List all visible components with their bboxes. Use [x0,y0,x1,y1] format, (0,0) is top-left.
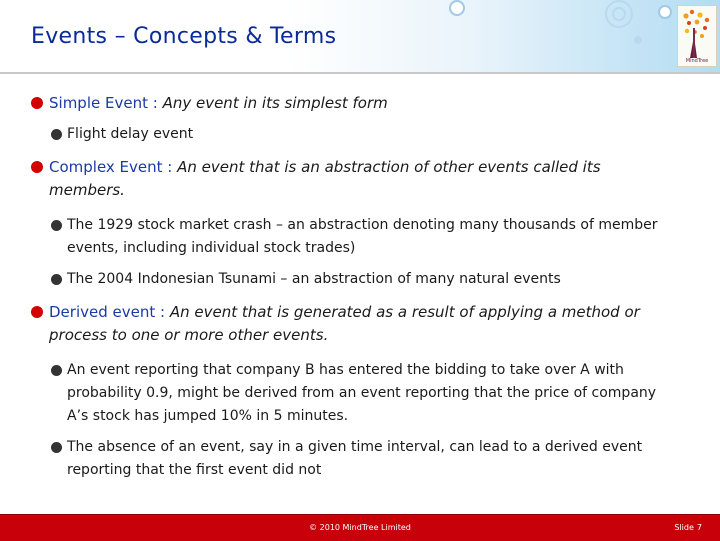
header-divider [0,72,720,74]
bullet-simple-event [31,92,671,115]
slide-number-value: 7 [696,523,702,532]
decorative-circle [612,7,626,21]
decorative-circle [449,0,465,16]
bullet-dot [31,306,43,318]
bullet-description: Any event in its simplest form [162,94,388,112]
decorative-circle [634,36,642,44]
sub-bullet [51,123,671,146]
slide-footer [0,514,720,541]
bullet-label: Complex Event : [49,158,178,176]
sub-bullet-text: An event reporting that company B has entered the bidding to take over A with probability 0.9, might be derived from an event reporting that the price of company A’s stock has jumped 10% in 5 minutes. [67,362,657,424]
sub-bullet-dot [51,365,62,376]
bullet-derived-event [31,301,671,347]
company-logo [677,5,717,67]
bullet-description: An event that is generated as a result of applying a method or process to one or more other events. [49,303,640,344]
bullet-dot [31,161,43,173]
sub-bullet-dot [51,274,62,285]
slide-label: Slide [674,523,694,532]
sub-bullet [51,436,671,482]
bullet-label: Derived event : [49,303,170,321]
sub-bullet [51,268,671,291]
sub-bullet-text: Flight delay event [67,126,194,142]
bullet-description: An event that is an abstraction of other events called its members. [49,158,601,199]
decorative-circle [658,5,672,19]
slide-number [674,523,702,532]
sub-bullet-dot [51,129,62,140]
sub-bullet [51,214,671,260]
sub-bullet [51,359,671,428]
logo-graphic [678,6,716,66]
bullet-dot [31,97,43,109]
sub-bullet-text: The absence of an event, say in a given time interval, can lead to a derived event reporting that the first event did not [67,439,643,478]
sub-bullet-dot [51,220,62,231]
slide-title: Events – Concepts & Terms [31,24,337,49]
logo-text: MindTree [685,58,709,64]
bullet-complex-event [31,156,671,202]
slide-header [0,0,720,72]
bullet-label: Simple Event : [49,94,163,112]
sub-bullet-text: The 1929 stock market crash – an abstraction denoting many thousands of member events, including individual stock trades) [67,217,658,256]
copyright-text: © 2010 MindTree Limited [309,523,411,532]
sub-bullet-text: The 2004 Indonesian Tsunami – an abstraction of many natural events [67,271,561,287]
sub-bullet-dot [51,442,62,453]
